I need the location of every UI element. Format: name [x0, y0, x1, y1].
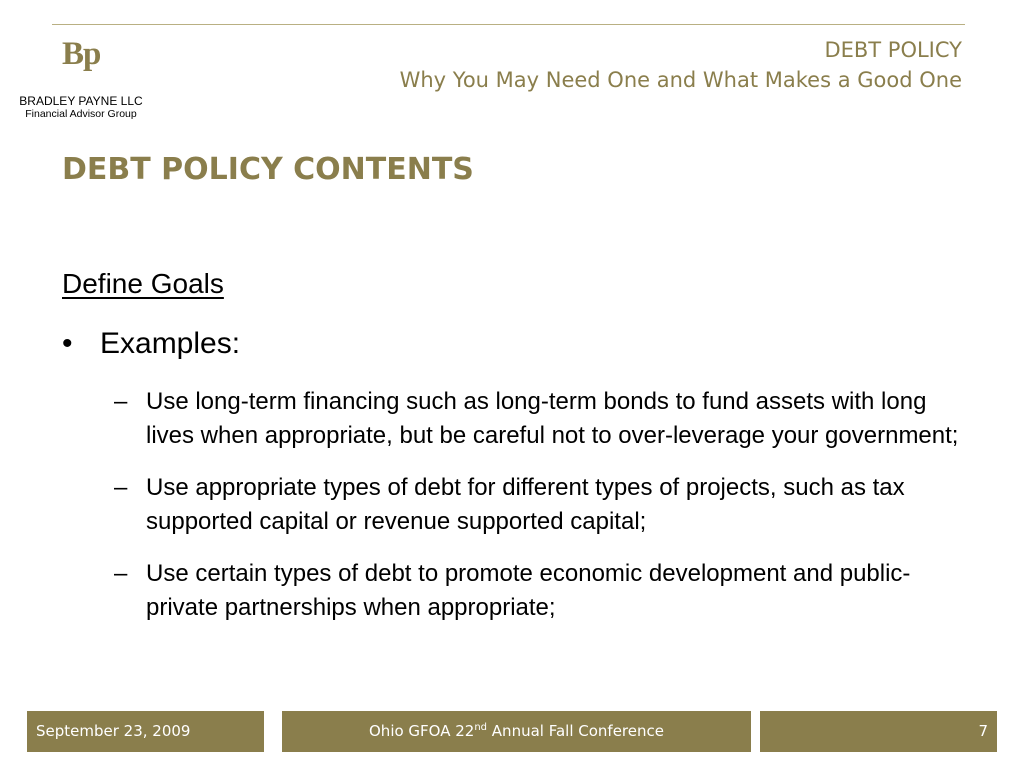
sub-bullet-item	[114, 557, 974, 625]
footer-page-number: 7	[760, 711, 997, 752]
dash-icon: –	[114, 560, 128, 587]
section-heading: Define Goals	[62, 268, 224, 299]
company-tagline: Financial Advisor Group	[25, 108, 137, 120]
footer-conference-prefix: Ohio GFOA 22	[369, 722, 475, 740]
sub-bullet-text: Use certain types of debt to promote economic development and public-private partnerships when appropriate;	[146, 560, 911, 621]
bullet-text: Examples:	[100, 327, 241, 360]
slide-title: DEBT POLICY CONTENTS	[62, 152, 474, 187]
top-divider	[52, 24, 965, 25]
company-name: BRADLEY PAYNE LLC	[19, 94, 143, 108]
bullet-item	[62, 327, 240, 361]
dash-icon: –	[114, 388, 128, 415]
sub-bullet-item	[114, 385, 974, 453]
sub-bullet-text: Use long-term financing such as long-term bonds to fund assets with long lives when appropriate, but be careful not to over-leverage your government;	[146, 388, 959, 449]
header-subtitle: Why You May Need One and What Makes a Good One	[399, 68, 962, 92]
sub-bullet-list	[114, 385, 974, 643]
bullet-icon: •	[62, 327, 73, 360]
header-title: DEBT POLICY	[824, 38, 962, 62]
sub-bullet-item	[114, 471, 974, 539]
company-logo: Bp	[62, 36, 101, 72]
footer-date: September 23, 2009	[27, 711, 264, 752]
footer-conference	[282, 711, 751, 752]
footer-conference-superscript: nd	[474, 722, 488, 733]
footer-conference-suffix: Annual Fall Conference	[487, 722, 664, 740]
sub-bullet-text: Use appropriate types of debt for different types of projects, such as tax supported capital or revenue supported capital;	[146, 474, 905, 535]
dash-icon: –	[114, 474, 128, 501]
